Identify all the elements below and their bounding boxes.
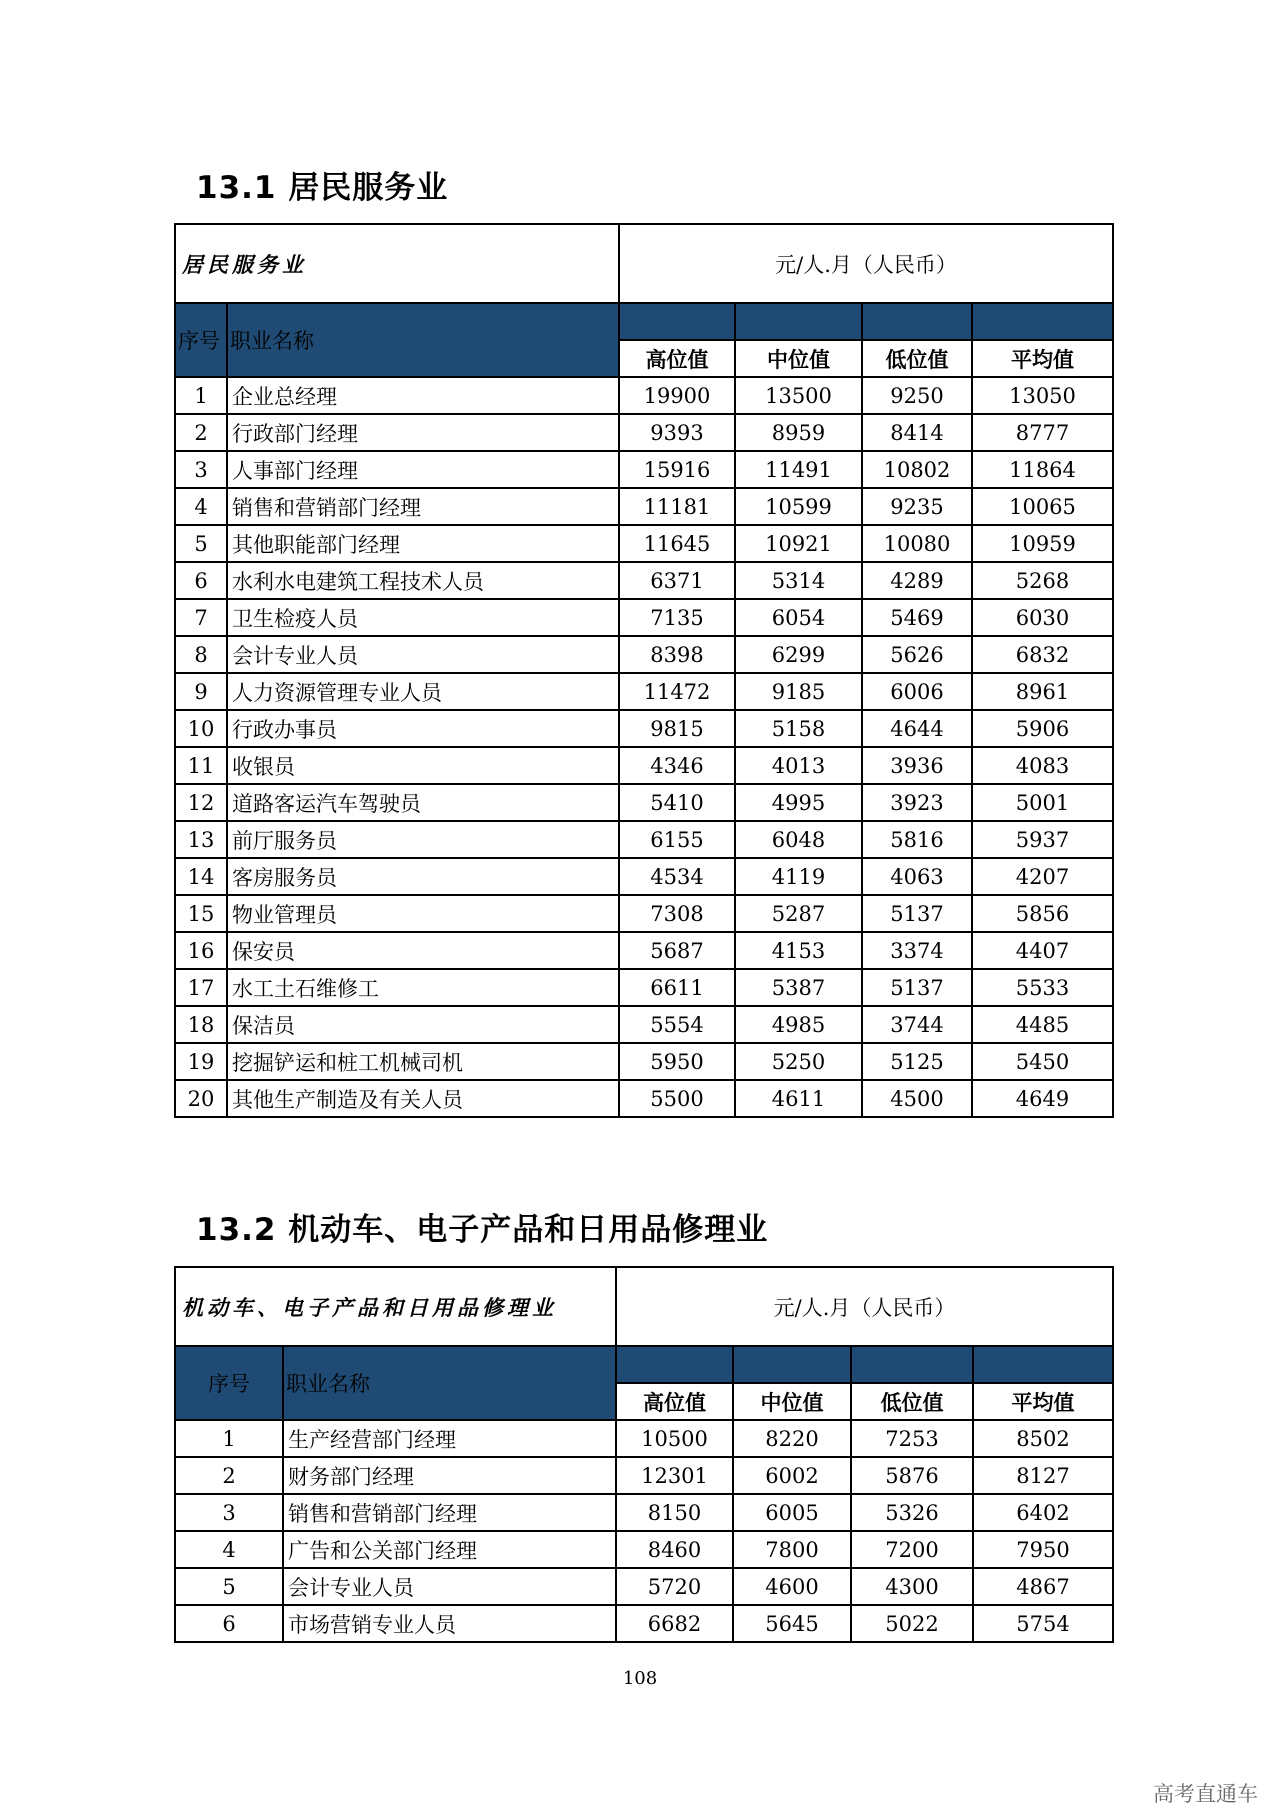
col-job-header: 职业名称 — [227, 303, 619, 377]
row-avg: 10065 — [972, 488, 1113, 525]
row-mid: 6002 — [733, 1457, 851, 1494]
header-band — [733, 1346, 851, 1383]
row-avg: 4083 — [972, 747, 1113, 784]
page-number: 108 — [622, 1668, 658, 1689]
table-row — [175, 377, 1113, 414]
row-avg: 4649 — [972, 1080, 1113, 1117]
col-mid-header: 中位值 — [733, 1383, 851, 1420]
row-job: 财务部门经理 — [283, 1457, 616, 1494]
col-avg-header: 平均值 — [972, 340, 1113, 377]
row-low: 5137 — [862, 969, 972, 1006]
row-high: 4534 — [619, 858, 735, 895]
row-high: 11645 — [619, 525, 735, 562]
table-row — [175, 636, 1113, 673]
row-seq: 3 — [175, 1494, 283, 1531]
row-seq: 19 — [175, 1043, 227, 1080]
row-seq: 2 — [175, 414, 227, 451]
row-job: 生产经营部门经理 — [283, 1420, 616, 1457]
row-job: 保洁员 — [227, 1006, 619, 1043]
row-job: 人事部门经理 — [227, 451, 619, 488]
row-high: 6682 — [616, 1605, 733, 1642]
row-mid: 6299 — [735, 636, 862, 673]
table-row — [175, 599, 1113, 636]
row-high: 19900 — [619, 377, 735, 414]
row-mid: 10921 — [735, 525, 862, 562]
row-high: 5950 — [619, 1043, 735, 1080]
row-avg: 4867 — [973, 1568, 1113, 1605]
salary-table — [174, 223, 1114, 1118]
header-band — [735, 303, 862, 340]
row-avg: 6030 — [972, 599, 1113, 636]
section-title: 13.1 居民服务业 — [196, 170, 449, 206]
table-row — [175, 1080, 1113, 1117]
row-avg: 5856 — [972, 895, 1113, 932]
row-mid: 4153 — [735, 932, 862, 969]
col-mid-header: 中位值 — [735, 340, 862, 377]
row-low: 5876 — [851, 1457, 973, 1494]
col-low-header: 低位值 — [851, 1383, 973, 1420]
table-header — [175, 224, 1113, 377]
row-high: 11472 — [619, 673, 735, 710]
row-mid: 11491 — [735, 451, 862, 488]
table-row — [175, 1420, 1113, 1457]
row-low: 10080 — [862, 525, 972, 562]
row-mid: 4985 — [735, 1006, 862, 1043]
row-low: 9250 — [862, 377, 972, 414]
table-row — [175, 488, 1113, 525]
table-row — [175, 747, 1113, 784]
row-seq: 8 — [175, 636, 227, 673]
row-high: 8460 — [616, 1531, 733, 1568]
row-job: 水利水电建筑工程技术人员 — [227, 562, 619, 599]
row-mid: 6048 — [735, 821, 862, 858]
row-mid: 9185 — [735, 673, 862, 710]
col-low-header: 低位值 — [862, 340, 972, 377]
col-seq-header: 序号 — [175, 303, 227, 377]
row-job: 行政办事员 — [227, 710, 619, 747]
row-seq: 1 — [175, 1420, 283, 1457]
row-low: 8414 — [862, 414, 972, 451]
row-high: 5410 — [619, 784, 735, 821]
row-mid: 8220 — [733, 1420, 851, 1457]
row-mid: 4013 — [735, 747, 862, 784]
row-high: 12301 — [616, 1457, 733, 1494]
row-mid: 4119 — [735, 858, 862, 895]
row-low: 7253 — [851, 1420, 973, 1457]
row-seq: 9 — [175, 673, 227, 710]
table-row — [175, 1605, 1113, 1642]
row-avg: 11864 — [972, 451, 1113, 488]
row-avg: 5937 — [972, 821, 1113, 858]
row-low: 3936 — [862, 747, 972, 784]
table-row — [175, 1568, 1113, 1605]
row-job: 会计专业人员 — [283, 1568, 616, 1605]
row-mid: 13500 — [735, 377, 862, 414]
row-low: 4644 — [862, 710, 972, 747]
row-job: 道路客运汽车驾驶员 — [227, 784, 619, 821]
row-low: 6006 — [862, 673, 972, 710]
row-job: 卫生检疫人员 — [227, 599, 619, 636]
row-mid: 5314 — [735, 562, 862, 599]
row-low: 3374 — [862, 932, 972, 969]
table-row — [175, 895, 1113, 932]
row-mid: 4600 — [733, 1568, 851, 1605]
row-low: 5137 — [862, 895, 972, 932]
row-high: 5500 — [619, 1080, 735, 1117]
row-high: 5554 — [619, 1006, 735, 1043]
row-mid: 10599 — [735, 488, 862, 525]
col-seq-header: 序号 — [175, 1346, 283, 1420]
col-high-header: 高位值 — [619, 340, 735, 377]
watermark: 高考直通车 — [1153, 1782, 1258, 1806]
row-low: 5326 — [851, 1494, 973, 1531]
row-avg: 5906 — [972, 710, 1113, 747]
row-high: 10500 — [616, 1420, 733, 1457]
table-row — [175, 562, 1113, 599]
row-mid: 5158 — [735, 710, 862, 747]
table-row — [175, 1494, 1113, 1531]
table-name: 居民服务业 — [175, 224, 619, 303]
row-seq: 6 — [175, 1605, 283, 1642]
row-mid: 7800 — [733, 1531, 851, 1568]
row-avg: 4207 — [972, 858, 1113, 895]
row-low: 5022 — [851, 1605, 973, 1642]
row-high: 7135 — [619, 599, 735, 636]
row-seq: 17 — [175, 969, 227, 1006]
table-header — [175, 1267, 1113, 1420]
header-band — [616, 1346, 733, 1383]
row-job: 销售和营销部门经理 — [227, 488, 619, 525]
row-job: 物业管理员 — [227, 895, 619, 932]
table-row — [175, 1043, 1113, 1080]
row-seq: 10 — [175, 710, 227, 747]
row-avg: 8502 — [973, 1420, 1113, 1457]
row-high: 8398 — [619, 636, 735, 673]
row-job: 人力资源管理专业人员 — [227, 673, 619, 710]
row-high: 6371 — [619, 562, 735, 599]
row-seq: 6 — [175, 562, 227, 599]
row-avg: 5001 — [972, 784, 1113, 821]
row-high: 6155 — [619, 821, 735, 858]
row-job: 其他职能部门经理 — [227, 525, 619, 562]
section-title: 13.2 机动车、电子产品和日用品修理业 — [196, 1212, 769, 1248]
row-high: 5720 — [616, 1568, 733, 1605]
row-seq: 12 — [175, 784, 227, 821]
col-high-header: 高位值 — [616, 1383, 733, 1420]
row-job: 收银员 — [227, 747, 619, 784]
row-avg: 5754 — [973, 1605, 1113, 1642]
row-job: 客房服务员 — [227, 858, 619, 895]
table-row — [175, 1457, 1113, 1494]
row-low: 7200 — [851, 1531, 973, 1568]
table-row — [175, 525, 1113, 562]
col-job-header: 职业名称 — [283, 1346, 616, 1420]
row-high: 11181 — [619, 488, 735, 525]
row-low: 3744 — [862, 1006, 972, 1043]
table-body — [175, 377, 1113, 1117]
row-seq: 4 — [175, 488, 227, 525]
table-row — [175, 673, 1113, 710]
table-row — [175, 858, 1113, 895]
row-low: 5626 — [862, 636, 972, 673]
row-job: 水工土石维修工 — [227, 969, 619, 1006]
row-avg: 4407 — [972, 932, 1113, 969]
table-row — [175, 1006, 1113, 1043]
unit-label: 元/人.月（人民币） — [619, 224, 1113, 303]
row-low: 5816 — [862, 821, 972, 858]
table-row — [175, 784, 1113, 821]
header-band — [972, 303, 1113, 340]
row-mid: 4611 — [735, 1080, 862, 1117]
row-avg: 6832 — [972, 636, 1113, 673]
row-seq: 18 — [175, 1006, 227, 1043]
row-mid: 5387 — [735, 969, 862, 1006]
row-seq: 11 — [175, 747, 227, 784]
row-low: 4300 — [851, 1568, 973, 1605]
row-high: 4346 — [619, 747, 735, 784]
row-seq: 14 — [175, 858, 227, 895]
row-avg: 7950 — [973, 1531, 1113, 1568]
row-mid: 6005 — [733, 1494, 851, 1531]
table-row — [175, 710, 1113, 747]
row-avg: 5533 — [972, 969, 1113, 1006]
row-avg: 6402 — [973, 1494, 1113, 1531]
row-low: 5469 — [862, 599, 972, 636]
table-row — [175, 1531, 1113, 1568]
unit-label: 元/人.月（人民币） — [616, 1267, 1113, 1346]
row-seq: 20 — [175, 1080, 227, 1117]
row-seq: 2 — [175, 1457, 283, 1494]
row-low: 4500 — [862, 1080, 972, 1117]
row-low: 5125 — [862, 1043, 972, 1080]
table-row — [175, 932, 1113, 969]
row-avg: 8777 — [972, 414, 1113, 451]
row-high: 5687 — [619, 932, 735, 969]
row-high: 9393 — [619, 414, 735, 451]
header-band — [973, 1346, 1113, 1383]
salary-table — [174, 1266, 1114, 1643]
row-mid: 8959 — [735, 414, 862, 451]
row-job: 市场营销专业人员 — [283, 1605, 616, 1642]
row-avg: 5450 — [972, 1043, 1113, 1080]
header-band — [619, 303, 735, 340]
row-low: 3923 — [862, 784, 972, 821]
row-mid: 4995 — [735, 784, 862, 821]
row-mid: 5645 — [733, 1605, 851, 1642]
table-row — [175, 414, 1113, 451]
table-name: 机动车、电子产品和日用品修理业 — [175, 1267, 616, 1346]
header-band — [851, 1346, 973, 1383]
row-job: 企业总经理 — [227, 377, 619, 414]
row-job: 销售和营销部门经理 — [283, 1494, 616, 1531]
row-job: 行政部门经理 — [227, 414, 619, 451]
row-seq: 13 — [175, 821, 227, 858]
row-mid: 5287 — [735, 895, 862, 932]
row-seq: 7 — [175, 599, 227, 636]
row-low: 4289 — [862, 562, 972, 599]
row-job: 挖掘铲运和桩工机械司机 — [227, 1043, 619, 1080]
table-row — [175, 821, 1113, 858]
table-row — [175, 969, 1113, 1006]
row-high: 15916 — [619, 451, 735, 488]
row-high: 6611 — [619, 969, 735, 1006]
row-high: 9815 — [619, 710, 735, 747]
table-row — [175, 451, 1113, 488]
row-mid: 6054 — [735, 599, 862, 636]
row-seq: 5 — [175, 525, 227, 562]
header-band — [862, 303, 972, 340]
row-avg: 8127 — [973, 1457, 1113, 1494]
row-high: 7308 — [619, 895, 735, 932]
row-high: 8150 — [616, 1494, 733, 1531]
row-avg: 10959 — [972, 525, 1113, 562]
row-job: 广告和公关部门经理 — [283, 1531, 616, 1568]
row-avg: 13050 — [972, 377, 1113, 414]
row-low: 9235 — [862, 488, 972, 525]
row-avg: 4485 — [972, 1006, 1113, 1043]
row-low: 4063 — [862, 858, 972, 895]
row-low: 10802 — [862, 451, 972, 488]
row-seq: 3 — [175, 451, 227, 488]
table-body — [175, 1420, 1113, 1642]
row-avg: 5268 — [972, 562, 1113, 599]
row-avg: 8961 — [972, 673, 1113, 710]
row-seq: 15 — [175, 895, 227, 932]
row-seq: 16 — [175, 932, 227, 969]
row-mid: 5250 — [735, 1043, 862, 1080]
row-job: 会计专业人员 — [227, 636, 619, 673]
row-job: 前厅服务员 — [227, 821, 619, 858]
row-job: 其他生产制造及有关人员 — [227, 1080, 619, 1117]
row-seq: 1 — [175, 377, 227, 414]
row-seq: 5 — [175, 1568, 283, 1605]
row-seq: 4 — [175, 1531, 283, 1568]
col-avg-header: 平均值 — [973, 1383, 1113, 1420]
row-job: 保安员 — [227, 932, 619, 969]
